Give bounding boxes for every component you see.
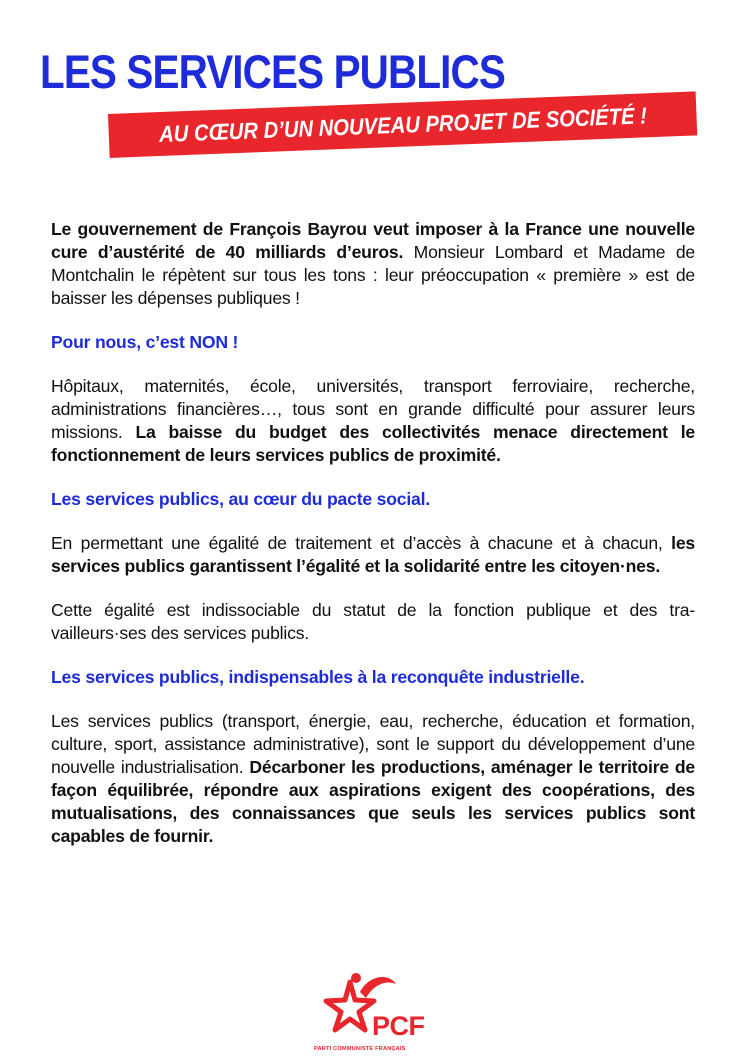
difficulties-text: Hôpitaux, maternités, école, universités, transport ferroviaire, recherche, administrations financières…, tous sont en grande difficulté pour assurer leurs missions. bbox=[51, 376, 695, 442]
paragraph-egalite bbox=[51, 532, 695, 578]
industrie-text: Les services publics (transport, énergie, eau, recherche, éducation et formation, culture, sport, assistance administrative), sont le support du développement d’une nouvelle industrialisation. bbox=[51, 711, 695, 777]
heading-reconquete: Les services publics, indispensables à la reconquête industrielle. bbox=[51, 667, 585, 687]
heading-pacte-social: Les services publics, au cœur du pacte social. bbox=[51, 489, 430, 509]
logo-acronym: PCF bbox=[372, 1011, 425, 1041]
difficulties-bold: La baisse du budget des collectivités menace directement le fonctionnement de leurs services publics de proximité. bbox=[51, 422, 695, 465]
intro-text: Monsieur Lombard et Madame de Montchalin le répètent sur tous les tons : leur préoccupation « première » est de baisser les dépenses publiques ! bbox=[51, 242, 695, 308]
egalite-text: En permettant une égalité de traitement et d’accès à chacune et à chacun, bbox=[51, 533, 672, 553]
subtitle: AU CŒUR D’UN NOUVEAU PROJET DE SOCIÉTÉ ! bbox=[158, 101, 647, 147]
heading-non: Pour nous, c’est NON ! bbox=[51, 332, 239, 352]
logo-name: PARTI COMMUNISTE FRANÇAIS bbox=[314, 1046, 406, 1052]
paragraph-difficulties bbox=[51, 375, 695, 467]
page-title: LES SERVICES PUBLICS bbox=[40, 45, 505, 98]
intro-bold: Le gouvernement de François Bayrou veut imposer à la France une nouvelle cure d’austérité de 40 milliards d’euros. bbox=[51, 219, 695, 262]
egalite-bold: les services publics garantissent l’égalité et la solidarité entre les citoyen·nes. bbox=[51, 533, 695, 576]
industrie-bold: Décarboner les productions, aménager le territoire de façon équilibrée, répondre aux aspirations exigent des coopérations, des mutualisations, des connaissances que seuls les services publics sont capables de fournir. bbox=[51, 757, 695, 846]
subtitle-banner bbox=[108, 91, 697, 158]
paragraph-intro bbox=[51, 218, 695, 310]
body-text bbox=[51, 218, 695, 869]
paragraph-industrie bbox=[51, 710, 695, 848]
paragraph-statut: Cette égalité est indissociable du statut de la fonction publique et des tra- vailleurs·ses des services publics. bbox=[51, 600, 695, 643]
